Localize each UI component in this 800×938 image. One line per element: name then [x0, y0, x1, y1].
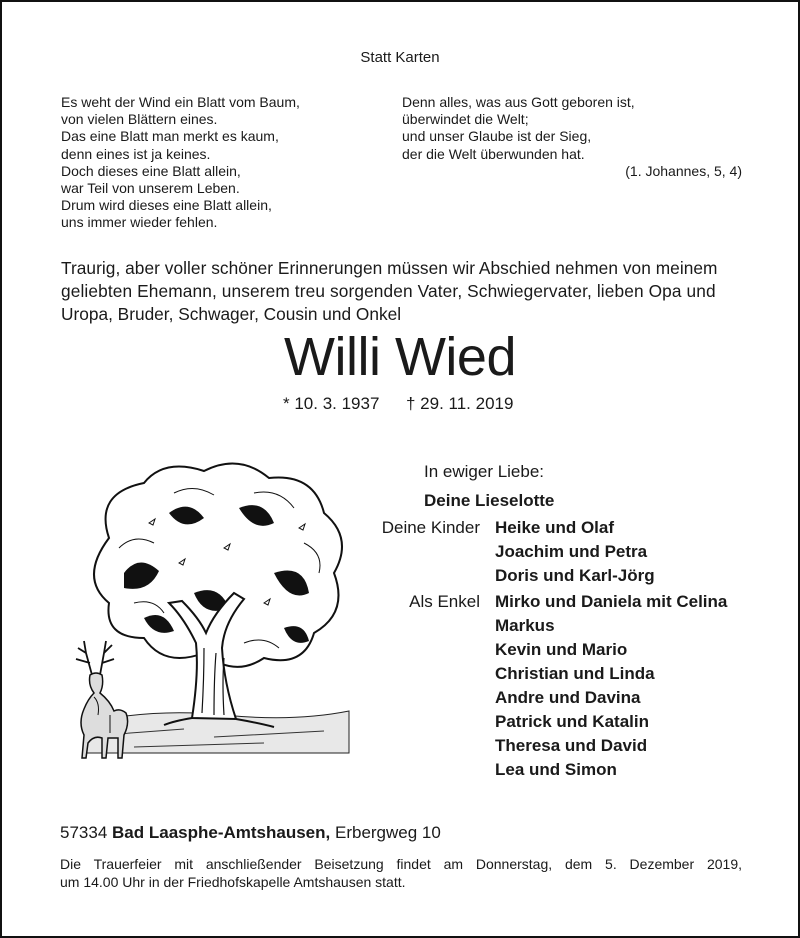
- poem-line: denn eines ist ja keines.: [61, 145, 211, 162]
- funeral-line: um 14.00 Uhr in der Friedhofskapelle Amtshausen statt.: [60, 873, 406, 890]
- spouse-name: Deine Lieselotte: [424, 491, 555, 510]
- child-name: Heike und Olaf: [495, 518, 615, 537]
- birth-date: * 10. 3. 1937: [283, 394, 380, 413]
- grandchild-name: Lea und Simon: [495, 760, 617, 779]
- intro-line: Traurig, aber voller schöner Erinnerungen müssen wir Abschied nehmen von meinem: [61, 258, 718, 278]
- intro-line: geliebten Ehemann, unserem treu sorgenden Vater, Schwiegervater, lieben Opa und: [61, 281, 716, 301]
- child-name: Joachim und Petra: [495, 542, 648, 561]
- address-line: [60, 823, 441, 843]
- grandchild-name: Andre und Davina: [495, 688, 641, 707]
- grandchild-name: Mirko und Daniela mit Celina: [495, 592, 728, 611]
- bible-reference: (1. Johannes, 5, 4): [625, 162, 742, 179]
- poem-line: Das eine Blatt man merkt es kaum,: [61, 128, 279, 145]
- death-date: † 29. 11. 2019: [406, 394, 514, 413]
- poem-line: und unser Glaube ist der Sieg,: [402, 128, 592, 145]
- mourners-intro: In ewiger Liebe:: [424, 462, 545, 481]
- poem-line: Doch dieses eine Blatt allein,: [61, 162, 241, 179]
- grandchildren-label: Als Enkel: [409, 592, 480, 611]
- poem-line: von vielen Blättern eines.: [61, 111, 218, 128]
- postal-code: 57334: [60, 823, 108, 842]
- grandchild-name: Christian und Linda: [495, 664, 655, 683]
- intro-line: Uropa, Bruder, Schwager, Cousin und Onkel: [61, 304, 402, 324]
- children-label: Deine Kinder: [381, 518, 480, 537]
- poem-line: uns immer wieder fehlen.: [61, 214, 218, 231]
- child-name: Doris und Karl-Jörg: [495, 566, 655, 585]
- poem-line: Es weht der Wind ein Blatt vom Baum,: [61, 94, 300, 110]
- funeral-line: Die Trauerfeier mit anschließender Beisetzung findet am Donnerstag, dem 5. Dezember 2019,: [60, 856, 742, 872]
- poem-line: Drum wird dieses eine Blatt allein,: [61, 197, 272, 214]
- poem-line: der die Welt überwunden hat.: [402, 145, 585, 162]
- poem-line: überwindet die Welt;: [402, 111, 529, 128]
- grandchild-name: Kevin und Mario: [495, 640, 628, 659]
- town-name: Bad Laasphe-Amtshausen,: [112, 823, 331, 842]
- poem-line: war Teil von unserem Leben.: [61, 180, 240, 197]
- grandchild-name: Patrick und Katalin: [495, 712, 649, 731]
- street: Erbergweg 10: [334, 823, 441, 842]
- poem-line: Denn alles, was aus Gott geboren ist,: [402, 94, 635, 110]
- header-title: Statt Karten: [360, 49, 440, 66]
- deceased-name: Willi Wied: [284, 327, 516, 387]
- grandchild-name: Markus: [495, 616, 555, 635]
- funeral-notice: [60, 856, 742, 891]
- grandchild-name: Theresa und David: [495, 736, 648, 755]
